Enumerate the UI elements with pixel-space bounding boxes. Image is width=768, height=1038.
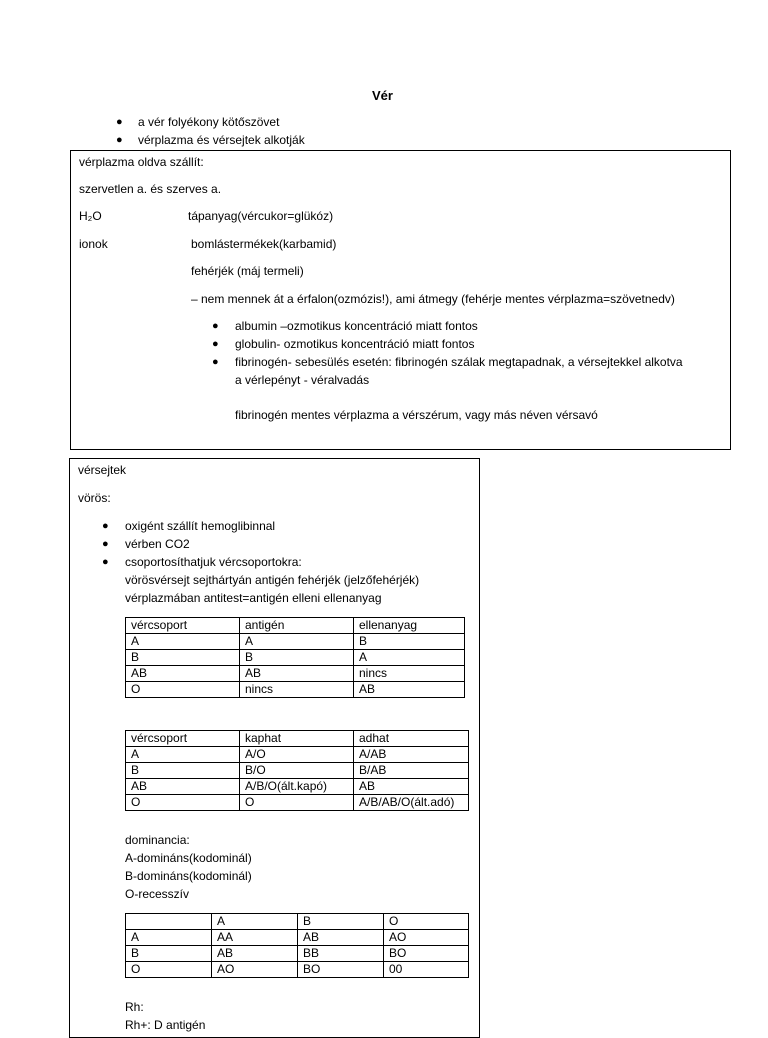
red-bullet-cont: vörösvérsejt sejthártyán antigén fehérjék (jelzőfehérjék) bbox=[125, 573, 420, 587]
table-cell: B bbox=[354, 634, 465, 650]
table-cell: 00 bbox=[384, 962, 469, 978]
red-cells-label: vörös: bbox=[78, 491, 111, 505]
table-cell: AB bbox=[126, 779, 240, 795]
table-cell: AB bbox=[354, 779, 469, 795]
protein-bullet-cont: a vérlepényt - véralvadás bbox=[235, 373, 370, 387]
h2o-label: H₂O bbox=[79, 209, 102, 223]
table-row bbox=[126, 763, 469, 779]
table-header-row bbox=[126, 914, 469, 930]
table-cell: AB bbox=[298, 930, 384, 946]
table-header-cell: O bbox=[384, 914, 469, 930]
protein-bullet: fibrinogén- sebesülés esetén: fibrinogén szálak megtapadnak, a vérsejtekkel alkotva bbox=[235, 355, 683, 369]
intro-line: a vér folyékony kötőszövet bbox=[138, 115, 280, 129]
table-header-cell: kaphat bbox=[240, 731, 354, 747]
bullet-icon: ● bbox=[212, 356, 219, 368]
dominance-heading: dominancia: bbox=[125, 833, 190, 847]
table-cell: O bbox=[126, 682, 240, 698]
plasma-line: szervetlen a. és szerves a. bbox=[79, 182, 222, 196]
rh-heading: Rh: bbox=[125, 1000, 144, 1014]
table-cell: A bbox=[126, 634, 240, 650]
table-cell: nincs bbox=[240, 682, 354, 698]
table-row bbox=[126, 930, 469, 946]
proteins-line: fehérjék (máj termeli) bbox=[191, 264, 304, 278]
table-cell: AB bbox=[354, 682, 465, 698]
table-cell: A/B/AB/O(ált.adó) bbox=[354, 795, 469, 811]
table-cell: B bbox=[126, 763, 240, 779]
table-cell: A/B/O(ált.kapó) bbox=[240, 779, 354, 795]
table-cell: B bbox=[126, 650, 240, 666]
table-cell: AB bbox=[126, 666, 240, 682]
table-cell: AO bbox=[212, 962, 298, 978]
protein-bullet: globulin- ozmotikus koncentráció miatt fontos bbox=[235, 337, 475, 351]
bullet-icon: ● bbox=[116, 116, 123, 128]
table-cell: AO bbox=[384, 930, 469, 946]
table-cell: AA bbox=[212, 930, 298, 946]
table-row bbox=[126, 747, 469, 763]
table-row bbox=[126, 682, 465, 698]
plasma-heading: vérplazma oldva szállít: bbox=[79, 155, 204, 169]
table-header-row bbox=[126, 618, 465, 634]
protein-bullet: albumin –ozmotikus koncentráció miatt fontos bbox=[235, 319, 478, 333]
bullet-icon: ● bbox=[102, 520, 109, 532]
red-bullet: oxigént szállít hemoglibinnal bbox=[125, 519, 276, 533]
table-header-row bbox=[126, 731, 469, 747]
table-cell: A bbox=[126, 747, 240, 763]
table-cell: A/AB bbox=[354, 747, 469, 763]
h2o-value: tápanyag(vércukor=glükóz) bbox=[188, 209, 334, 223]
red-bullet: vérben CO2 bbox=[125, 537, 190, 551]
table-row bbox=[126, 795, 469, 811]
table-cell: B bbox=[126, 946, 212, 962]
table-header-cell: B bbox=[298, 914, 384, 930]
table-cell: BO bbox=[298, 962, 384, 978]
page-title: Vér bbox=[372, 88, 393, 103]
bullet-icon: ● bbox=[102, 556, 109, 568]
table-row bbox=[126, 666, 465, 682]
table-cell: B/O bbox=[240, 763, 354, 779]
table-cell: O bbox=[240, 795, 354, 811]
table-header-cell: vércsoport bbox=[126, 731, 240, 747]
table-cell: B/AB bbox=[354, 763, 469, 779]
table-cell: BB bbox=[298, 946, 384, 962]
table-cell: nincs bbox=[354, 666, 465, 682]
table-row bbox=[126, 779, 469, 795]
table-cell: AB bbox=[240, 666, 354, 682]
bullet-icon: ● bbox=[116, 134, 123, 146]
table-cell: A/O bbox=[240, 747, 354, 763]
antigen-table bbox=[125, 617, 465, 698]
red-bullet-cont: vérplazmában antitest=antigén elleni ellenanyag bbox=[125, 591, 382, 605]
ions-label: ionok bbox=[79, 237, 108, 251]
table-header-cell: A bbox=[212, 914, 298, 930]
table-cell: O bbox=[126, 962, 212, 978]
dominance-line: O-recesszív bbox=[125, 887, 190, 901]
red-bullet: csoportosíthatjuk vércsoportokra: bbox=[125, 555, 302, 569]
table-cell: BO bbox=[384, 946, 469, 962]
dominance-line: B-domináns(kodominál) bbox=[125, 869, 252, 883]
intro-line: vérplazma és vérsejtek alkotják bbox=[138, 133, 305, 147]
dominance-line: A-domináns(kodominál) bbox=[125, 851, 252, 865]
rh-line: Rh+: D antigén bbox=[125, 1018, 206, 1032]
bullet-icon: ● bbox=[102, 538, 109, 550]
serum-line: fibrinogén mentes vérplazma a vérszérum, vagy más néven vérsavó bbox=[235, 408, 598, 422]
table-header-cell: antigén bbox=[240, 618, 354, 634]
plasma-note: – nem mennek át a érfalon(ozmózis!), ami átmegy (fehérje mentes vérplazma=szövetnedv) bbox=[191, 292, 675, 306]
table-row bbox=[126, 946, 469, 962]
table-cell: A bbox=[240, 634, 354, 650]
table-header-cell: adhat bbox=[354, 731, 469, 747]
table-cell: A bbox=[354, 650, 465, 666]
table-header-cell bbox=[126, 914, 212, 930]
table-row bbox=[126, 650, 465, 666]
table-cell: O bbox=[126, 795, 240, 811]
bullet-icon: ● bbox=[212, 338, 219, 350]
table-row bbox=[126, 634, 465, 650]
bullet-icon: ● bbox=[212, 320, 219, 332]
table-header-cell: vércsoport bbox=[126, 618, 240, 634]
table-cell: AB bbox=[212, 946, 298, 962]
ions-value: bomlástermékek(karbamid) bbox=[191, 237, 337, 251]
table-header-cell: ellenanyag bbox=[354, 618, 465, 634]
cells-heading: vérsejtek bbox=[78, 463, 127, 477]
table-row bbox=[126, 962, 469, 978]
table-cell: B bbox=[240, 650, 354, 666]
genotype-table bbox=[125, 913, 469, 978]
table-cell: A bbox=[126, 930, 212, 946]
compatibility-table bbox=[125, 730, 469, 811]
